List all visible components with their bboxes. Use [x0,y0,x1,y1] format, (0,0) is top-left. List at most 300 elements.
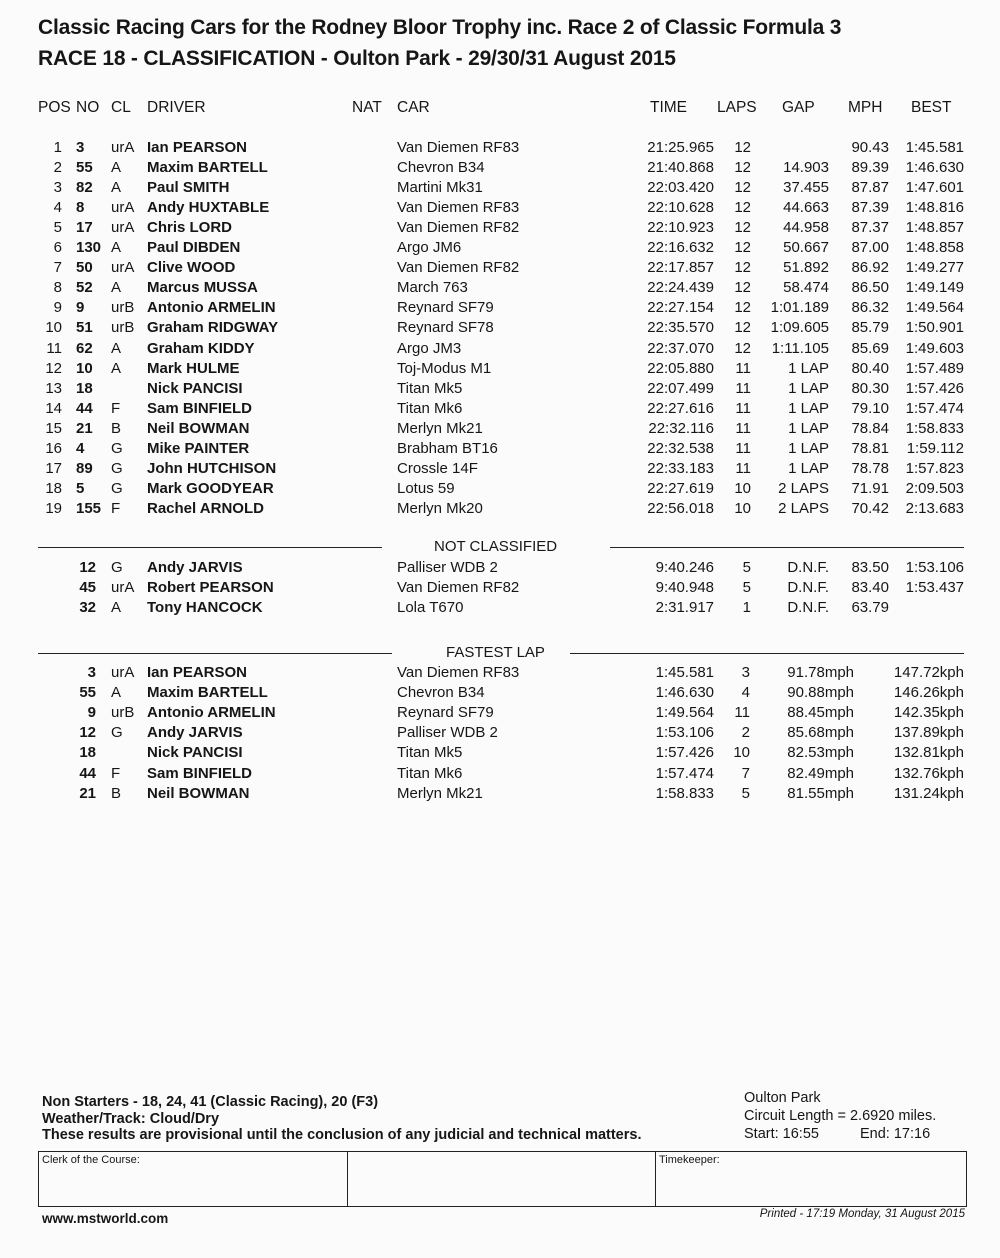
cell-class: urA [111,664,135,681]
table-row [0,139,1000,159]
cell-gap: 14.903 [783,159,829,177]
cell-mph: 87.37 [851,219,889,237]
cell-gap: 58.474 [783,279,829,297]
cell-mph: 78.78 [851,459,889,477]
cell-no: 3 [87,664,96,681]
cell-time: 22:03.420 [647,179,714,197]
cell-class: A [111,159,122,177]
cell-no: 50 [76,259,93,277]
cell-gap: 1:01.189 [770,299,829,317]
cell-laps: 12 [734,319,751,337]
header-gap: GAP [782,99,815,116]
cell-gap: 1 LAP [788,419,829,437]
cell-no: 130 [76,239,102,257]
cell-no: 32 [79,599,96,616]
cell-time: 21:25.965 [647,139,714,156]
table-row [0,744,1000,764]
cell-laps: 12 [734,159,751,177]
table-row [0,480,1000,500]
cell-pos: 10 [45,319,62,337]
cell-driver: Ian PEARSON [147,139,248,156]
cell-gap: D.N.F. [787,579,829,596]
cell-driver: Graham KIDDY [147,339,255,357]
cell-mph: 80.40 [851,359,889,377]
cell-driver: Maxim BARTELL [147,159,268,177]
cell-class: G [111,724,123,742]
cell-pos: 6 [53,239,62,257]
cell-laps: 11 [735,419,751,437]
cell-lap: 5 [741,784,750,802]
cell-pos: 1 [53,139,62,156]
cell-pos: 5 [53,219,62,237]
cell-pos: 11 [46,339,62,357]
cell-class: urA [111,579,135,596]
cell-class: urA [111,139,135,156]
cell-no: 21 [76,419,93,437]
cell-time: 22:27.616 [647,399,714,417]
cell-best: 1:46.630 [905,159,964,177]
cell-best: 1:53.437 [905,579,964,596]
cell-time: 22:35.570 [647,319,714,337]
circuit-name: Oulton Park [744,1090,821,1106]
cell-no: 51 [76,319,93,337]
cell-car: Brabham BT16 [397,439,498,457]
cell-mph: 85.79 [851,319,889,337]
table-row [0,299,1000,319]
cell-pos: 3 [53,179,62,197]
cell-driver: Andy JARVIS [147,724,243,742]
cell-driver: Rachel ARNOLD [147,499,264,517]
fastest-lap-label: FASTEST LAP [446,644,545,661]
cell-pos: 4 [53,199,62,217]
cell-driver: Neil BOWMAN [147,784,250,802]
website-link[interactable]: www.mstworld.com [42,1211,169,1226]
weather-track: Weather/Track: Cloud/Dry [42,1111,220,1127]
table-row [0,400,1000,420]
table-row [0,340,1000,360]
cell-pos: 7 [53,259,62,277]
table-row [0,440,1000,460]
cell-best: 1:48.858 [905,239,964,257]
cell-driver: Mark GOODYEAR [147,479,274,497]
cell-gap: 1 LAP [788,359,829,377]
cell-best: 1:57.489 [905,359,964,377]
cell-lap: 7 [741,764,750,782]
cell-laps: 12 [734,279,751,297]
cell-no: 44 [79,764,96,782]
cell-mph: 71.91 [851,479,889,497]
table-row [0,279,1000,299]
clerk-label: Clerk of the Course: [42,1154,140,1166]
cell-lap: 2 [741,724,750,742]
cell-time: 2:31.917 [655,599,714,616]
cell-laps: 11 [735,399,751,417]
cell-gap: 1 LAP [788,439,829,457]
table-row [0,199,1000,219]
cell-no: 12 [79,724,96,742]
cell-gap: 1 LAP [788,459,829,477]
cell-laps: 1 [742,599,751,616]
cell-time: 22:32.116 [648,419,714,437]
divider-line [610,547,964,548]
end-time: End: 17:16 [860,1126,931,1142]
cell-class: urA [111,199,135,217]
cell-driver: Nick PANCISI [147,379,243,397]
cell-car: Palliser WDB 2 [397,724,498,742]
cell-pos: 12 [45,359,62,377]
cell-gap: 44.663 [783,199,829,217]
cell-time: 22:32.538 [647,439,714,457]
cell-car: Crossle 14F [397,459,478,477]
cell-car: Merlyn Mk21 [397,784,483,802]
cell-laps: 11 [735,439,751,457]
header-driver: DRIVER [147,99,206,116]
cell-best: 1:49.564 [905,299,964,317]
cell-no: 4 [76,439,85,457]
cell-time: 22:27.619 [647,479,714,497]
cell-time: 22:10.923 [647,219,714,237]
cell-mph: 87.87 [851,179,889,197]
cell-class: urA [111,219,135,237]
circuit-length: Circuit Length = 2.6920 miles. [744,1108,937,1124]
not-classified-divider [38,538,964,558]
cell-best: 2:13.683 [905,499,964,517]
cell-time: 22:24.439 [647,279,714,297]
cell-mph: 89.39 [851,159,889,177]
cell-pos: 17 [45,459,62,477]
cell-gap: 37.455 [783,179,829,197]
cell-no: 9 [76,299,85,317]
cell-time: 22:17.857 [647,259,714,277]
cell-driver: Mark HULME [147,359,240,377]
cell-pos: 15 [45,419,62,437]
cell-no: 62 [76,339,93,357]
cell-car: March 763 [397,279,468,297]
cell-mph: 87.00 [851,239,889,257]
cell-mph: 82.53mph [787,744,854,762]
cell-class: A [111,599,122,616]
table-row [0,765,1000,785]
cell-time: 9:40.948 [655,579,714,596]
cell-car: Reynard SF79 [397,299,494,317]
cell-best: 1:47.601 [905,179,964,197]
cell-class: G [111,439,123,457]
cell-laps: 11 [735,379,751,397]
cell-car: Chevron B34 [397,684,485,702]
cell-class: G [111,459,123,477]
timekeeper-label: Timekeeper: [659,1154,720,1166]
cell-driver: Paul SMITH [147,179,230,197]
box-divider [655,1152,656,1206]
start-time: Start: 16:55 [744,1126,819,1142]
cell-best: 1:48.816 [905,199,964,217]
cell-no: 9 [87,704,96,722]
table-row [0,684,1000,704]
cell-car: Titan Mk5 [397,379,463,397]
cell-mph: 85.68mph [787,724,854,742]
cell-kph: 146.26kph [893,684,964,702]
cell-time: 1:53.106 [655,724,714,742]
cell-laps: 12 [734,339,751,357]
cell-laps: 12 [734,219,751,237]
cell-time: 1:45.581 [655,664,714,681]
results-subtitle: RACE 18 - CLASSIFICATION - Oulton Park - 29/30/31 August 2015 [38,47,676,70]
cell-gap: 2 LAPS [778,499,829,517]
cell-best: 2:09.503 [905,479,964,497]
cell-mph: 83.40 [851,579,889,596]
cell-laps: 12 [734,239,751,257]
cell-mph: 87.39 [851,199,889,217]
table-row [0,360,1000,380]
cell-time: 1:49.564 [655,704,714,722]
cell-gap: D.N.F. [787,559,829,576]
cell-car: Titan Mk6 [397,764,463,782]
cell-time: 22:33.183 [647,459,714,477]
cell-driver: Tony HANCOCK [147,599,263,616]
cell-car: Reynard SF78 [397,319,494,337]
table-row [0,319,1000,339]
table-row [0,559,1000,579]
cell-mph: 78.84 [851,419,889,437]
cell-no: 5 [76,479,85,497]
cell-best: 1:53.106 [905,559,964,576]
cell-mph: 83.50 [851,559,889,576]
cell-best: 1:49.277 [905,259,964,277]
cell-time: 22:05.880 [647,359,714,377]
cell-gap: 2 LAPS [778,479,829,497]
cell-laps: 5 [742,579,751,596]
cell-mph: 88.45mph [787,704,854,722]
cell-class: B [111,784,122,802]
cell-mph: 81.55mph [787,784,854,802]
cell-pos: 2 [53,159,62,177]
cell-car: Lola T670 [397,599,464,616]
cell-driver: Neil BOWMAN [147,419,250,437]
cell-best: 1:57.823 [905,459,964,477]
cell-mph: 82.49mph [787,764,854,782]
cell-best: 1:48.857 [905,219,964,237]
cell-driver: Robert PEARSON [147,579,274,596]
cell-driver: Clive WOOD [147,259,236,277]
header-laps: LAPS [717,99,757,116]
cell-car: Titan Mk6 [397,399,463,417]
cell-time: 9:40.246 [655,559,714,576]
cell-pos: 14 [45,399,62,417]
cell-pos: 13 [45,379,62,397]
cell-class: B [111,419,122,437]
non-starters: Non Starters - 18, 24, 41 (Classic Racing), 20 (F3) [42,1094,379,1110]
cell-no: 89 [76,459,93,477]
table-row [0,420,1000,440]
header-time: TIME [650,99,688,116]
cell-class: A [111,339,122,357]
results-title: Classic Racing Cars for the Rodney Bloor Trophy inc. Race 2 of Classic Formula 3 [38,16,842,39]
cell-kph: 132.76kph [893,764,964,782]
cell-time: 1:57.426 [655,744,714,762]
cell-mph: 63.79 [851,599,889,616]
cell-time: 22:07.499 [647,379,714,397]
cell-car: Martini Mk31 [397,179,483,197]
cell-best: 1:59.112 [906,439,964,457]
cell-no: 17 [76,219,93,237]
cell-best: 1:49.603 [905,339,964,357]
cell-mph: 86.32 [851,299,889,317]
cell-gap: 1 LAP [788,399,829,417]
table-row [0,460,1000,480]
cell-pos: 8 [53,279,62,297]
table-row [0,179,1000,199]
cell-lap: 11 [734,704,750,722]
printed-timestamp: Printed - 17:19 Monday, 31 August 2015 [759,1208,965,1220]
cell-gap: 44.958 [783,219,829,237]
cell-class: urA [111,259,135,277]
cell-no: 18 [79,744,96,762]
table-row [0,664,1000,684]
cell-car: Van Diemen RF83 [397,664,520,681]
cell-driver: Ian PEARSON [147,664,248,681]
header-cl: CL [111,99,131,116]
cell-class: F [111,399,121,417]
cell-class: urB [111,319,135,337]
header-nat: NAT [352,99,382,116]
cell-laps: 10 [734,479,751,497]
cell-car: Van Diemen RF82 [397,579,520,596]
table-row [0,704,1000,724]
cell-driver: Marcus MUSSA [147,279,258,297]
cell-best: 1:50.901 [905,319,964,337]
cell-car: Van Diemen RF82 [397,259,520,277]
cell-driver: Maxim BARTELL [147,684,268,702]
cell-kph: 137.89kph [893,724,964,742]
cell-car: Palliser WDB 2 [397,559,498,576]
cell-laps: 11 [735,459,751,477]
cell-time: 22:37.070 [647,339,714,357]
cell-no: 45 [79,579,96,596]
cell-driver: Paul DIBDEN [147,239,241,257]
header-mph: MPH [848,99,883,116]
cell-class: A [111,684,122,702]
cell-no: 3 [76,139,85,156]
table-row [0,259,1000,279]
cell-mph: 90.88mph [787,684,854,702]
cell-car: Van Diemen RF83 [397,199,520,217]
cell-mph: 86.50 [851,279,889,297]
cell-class: A [111,279,122,297]
cell-class: G [111,479,123,497]
cell-best: 1:58.833 [905,419,964,437]
cell-driver: Antonio ARMELIN [147,704,276,722]
cell-mph: 90.43 [851,139,889,156]
cell-car: Reynard SF79 [397,704,494,722]
cell-no: 18 [76,379,93,397]
cell-car: Toj-Modus M1 [397,359,492,377]
cell-time: 22:56.018 [647,499,714,517]
cell-lap: 3 [741,664,750,681]
cell-kph: 142.35kph [893,704,964,722]
divider-line [38,547,382,548]
table-row [0,724,1000,744]
header-best: BEST [911,99,952,116]
signature-box [38,1151,967,1207]
cell-laps: 12 [734,299,751,317]
cell-driver: Nick PANCISI [147,744,243,762]
cell-mph: 80.30 [851,379,889,397]
table-row [0,500,1000,520]
cell-driver: Mike PAINTER [147,439,250,457]
cell-no: 12 [79,559,96,576]
cell-pos: 16 [45,439,62,457]
cell-class: G [111,559,123,576]
cell-car: Argo JM6 [397,239,462,257]
cell-gap: 1 LAP [788,379,829,397]
cell-gap: 51.892 [783,259,829,277]
table-row [0,579,1000,599]
cell-mph: 79.10 [851,399,889,417]
cell-laps: 11 [735,359,751,377]
cell-driver: Antonio ARMELIN [147,299,276,317]
cell-time: 1:46.630 [655,684,714,702]
cell-car: Van Diemen RF82 [397,219,520,237]
cell-mph: 70.42 [851,499,889,517]
cell-gap: 50.667 [783,239,829,257]
header-no: NO [76,99,100,116]
cell-time: 22:27.154 [647,299,714,317]
cell-no: 155 [76,499,102,517]
cell-car: Titan Mk5 [397,744,463,762]
cell-best: 1:57.474 [905,399,964,417]
cell-no: 10 [76,359,93,377]
cell-laps: 5 [742,559,751,576]
cell-pos: 19 [45,499,62,517]
cell-laps: 12 [734,139,751,156]
cell-laps: 10 [734,499,751,517]
cell-best: 1:49.149 [905,279,964,297]
cell-best: 1:57.426 [905,379,964,397]
cell-lap: 10 [733,744,750,762]
fastest-lap-divider [38,644,964,664]
cell-class: A [111,359,122,377]
table-row [0,239,1000,259]
cell-class: A [111,179,122,197]
cell-driver: Andy JARVIS [147,559,243,576]
cell-no: 44 [76,399,93,417]
cell-class: F [111,764,121,782]
cell-lap: 4 [741,684,750,702]
cell-driver: Chris LORD [147,219,233,237]
header-pos: POS [38,99,71,116]
cell-no: 82 [76,179,93,197]
cell-driver: Sam BINFIELD [147,399,253,417]
cell-car: Argo JM3 [397,339,462,357]
cell-no: 21 [79,784,96,802]
cell-driver: Andy HUXTABLE [147,199,270,217]
cell-pos: 9 [53,299,62,317]
table-row [0,219,1000,239]
cell-time: 1:58.833 [655,784,714,802]
cell-kph: 147.72kph [893,664,964,681]
cell-driver: Graham RIDGWAY [147,319,279,337]
table-row [0,785,1000,805]
header-car: CAR [397,99,430,116]
cell-time: 21:40.868 [647,159,714,177]
cell-time: 1:57.474 [655,764,714,782]
cell-laps: 12 [734,199,751,217]
cell-car: Chevron B34 [397,159,485,177]
provisional-note: These results are provisional until the conclusion of any judicial and technical matters. [42,1127,642,1143]
cell-time: 22:10.628 [647,199,714,217]
box-divider [347,1152,348,1206]
cell-car: Merlyn Mk20 [397,499,483,517]
